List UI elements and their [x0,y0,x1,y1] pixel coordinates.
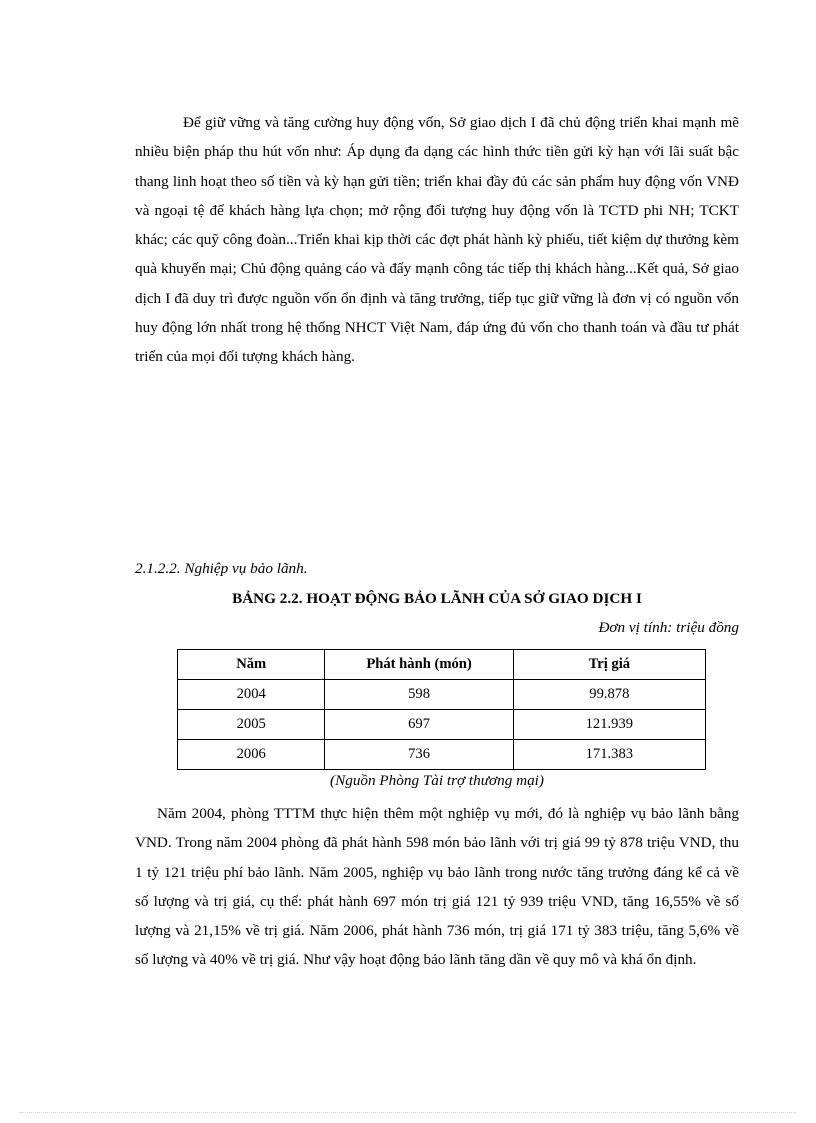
cell-year: 2004 [178,680,325,710]
header-value: Trị giá [513,650,705,680]
header-issued: Phát hành (món) [325,650,513,680]
cell-value: 171.383 [513,740,705,770]
table-row [178,740,706,770]
table-row [178,680,706,710]
cell-issued: 697 [325,710,513,740]
cell-value: 121.939 [513,710,705,740]
cell-issued: 736 [325,740,513,770]
cell-year: 2005 [178,710,325,740]
page-bottom-divider [20,1112,796,1113]
table-unit: Đơn vị tính: triệu đồng [598,619,739,636]
cell-issued: 598 [325,680,513,710]
header-year: Năm [178,650,325,680]
cell-year: 2006 [178,740,325,770]
cell-value: 99.878 [513,680,705,710]
body-paragraph: Năm 2004, phòng TTTM thực hiện thêm một nghiệp vụ mới, đó là nghiệp vụ bảo lãnh bằng VND. Trong năm 2004 phòng đã phát hành 598 món bảo lãnh với trị giá 99 tỷ 878 triệu VND, thu 1 tỷ 121 triệu phí bảo lãnh. Năm 2005, nghiệp vụ bảo lãnh trong nước tăng trưởng đáng kể cả về số lượng và trị giá, cụ thể: phát hành 697 món trị giá 121 tỷ 939 triệu VND, tăng 16,55% về số lượng và 21,15% về trị giá. Năm 2006, phát hành 736 món, trị giá 171 tỷ 383 triệu, tăng 5,6% về số lượng và 40% về trị giá. Như vậy hoạt động bảo lãnh tăng dần về quy mô và khá ổn định. [135,805,739,969]
intro-paragraph: Để giữ vững và tăng cường huy động vốn, Sở giao dịch I đã chủ động triển khai mạnh mẽ nhiều biện pháp thu hút vốn như: Áp dụng đa dạng các hình thức tiền gửi kỳ hạn với lãi suất bậc thang linh hoạt theo số tiền và kỳ hạn gửi tiền; triển khai đầy đủ các sản phẩm huy động vốn VNĐ và ngoại tệ để khách hàng lựa chọn; mở rộng đối tượng huy động vốn là TCTD phi NH; TCKT khác; các quỹ công đoàn...Triển khai kịp thời các đợt phát hành kỳ phiếu, tiết kiệm dự thưởng kèm quà khuyến mại; Chủ động quảng cáo và đẩy mạnh công tác tiếp thị khách hàng...Kết quả, Sở giao dịch I đã duy trì được nguồn vốn ổn định và tăng trưởng, tiếp tục giữ vững là đơn vị có nguồn vốn huy động lớn nhất trong hệ thống NHCT Việt Nam, đáp ứng đủ vốn cho thanh toán và đầu tư phát triển của mọi đối tượng khách hàng. [135,114,739,366]
table-header-row [178,650,706,680]
guarantee-table [177,649,706,770]
table-title: BẢNG 2.2. HOẠT ĐỘNG BẢO LÃNH CỦA SỞ GIAO DỊCH I [232,590,642,607]
table-source: (Nguồn Phòng Tài trợ thương mại) [330,772,544,789]
table-row [178,710,706,740]
section-heading: 2.1.2.2. Nghiệp vụ bảo lãnh. [135,560,308,577]
